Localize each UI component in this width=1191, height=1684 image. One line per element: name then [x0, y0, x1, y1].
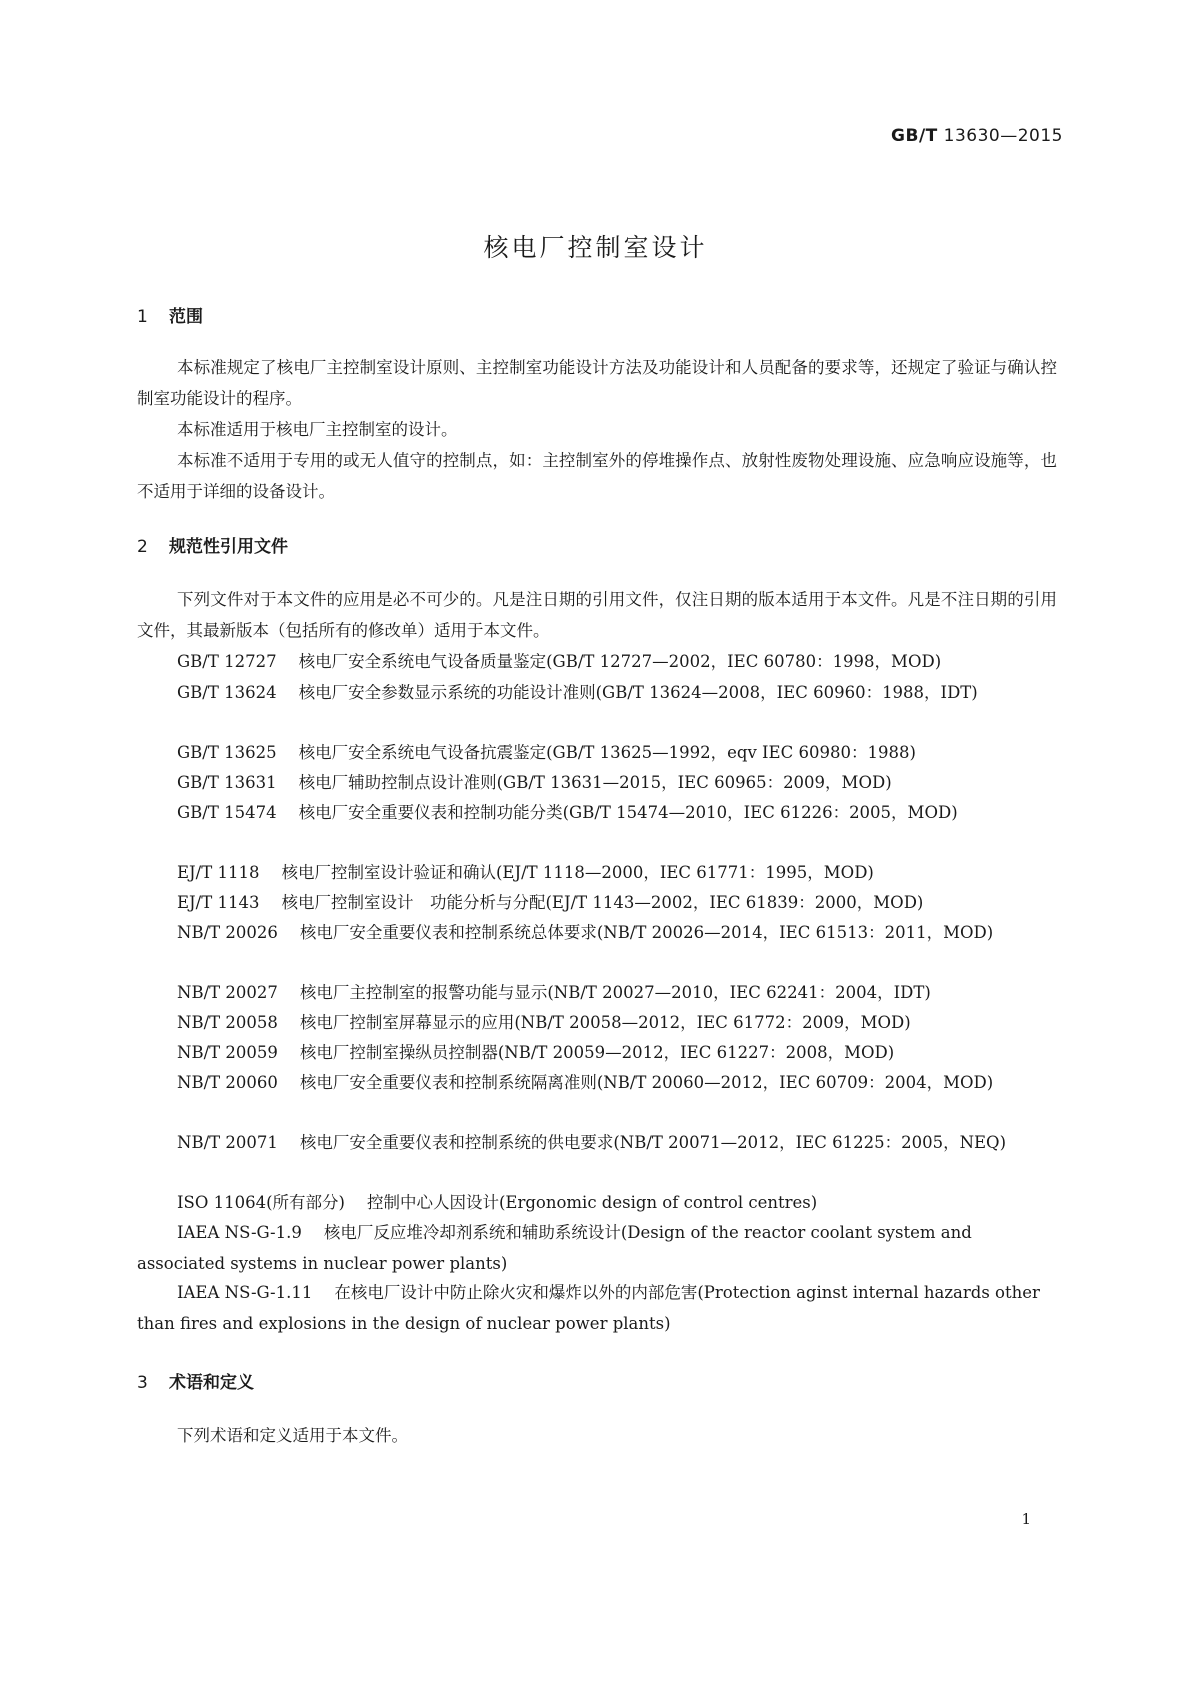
reference-code: NB/T 20071 [177, 1133, 278, 1152]
reference-code: NB/T 20026 [177, 923, 278, 942]
reference-entry [137, 917, 1057, 948]
reference-text: 核电厂安全重要仪表和控制系统的供电要求(NB/T 20071—2012，IEC 61225：2005，NEQ) [299, 1133, 1007, 1152]
reference-code: ISO 11064(所有部分) [177, 1193, 345, 1212]
terms-intro: 下列术语和定义适用于本文件。 [177, 1426, 408, 1445]
reference-code: GB/T 12727 [177, 652, 277, 671]
reference-entry [137, 677, 1057, 708]
reference-code: NB/T 20059 [177, 1043, 278, 1062]
section-title: 范围 [169, 307, 203, 327]
section-number: 3 [137, 1373, 148, 1393]
section-title: 规范性引用文件 [169, 537, 288, 557]
document-title: 核电厂控制室设计 [483, 233, 708, 262]
reference-text: 核电厂主控制室的报警功能与显示(NB/T 20027—2010，IEC 62241：2004，IDT) [299, 983, 931, 1002]
reference-code: IAEA NS-G-1.11 [177, 1283, 313, 1302]
scope-paragraph: 本标准适用于核电厂主控制室的设计。 [177, 420, 458, 439]
reference-text: 核电厂安全重要仪表和控制系统总体要求(NB/T 20026—2014，IEC 61513：2011，MOD) [299, 923, 994, 942]
reference-text: 核电厂控制室操纵员控制器(NB/T 20059—2012，IEC 61227：2008，MOD) [299, 1043, 895, 1062]
reference-text: 控制中心人因设计(Ergonomic design of control centres) [366, 1193, 818, 1212]
reference-text: 核电厂安全参数显示系统的功能设计准则(GB/T 13624—2008，IEC 60960：1988，IDT) [298, 683, 978, 702]
reference-code: GB/T 13624 [177, 683, 277, 702]
standard-code [891, 126, 1063, 146]
reference-code: NB/T 20058 [177, 1013, 278, 1032]
section-number: 1 [137, 307, 148, 327]
reference-code: NB/T 20027 [177, 983, 278, 1002]
section-heading-terms [137, 1368, 254, 1393]
reference-entry [137, 857, 1057, 888]
reference-code: NB/T 20060 [177, 1073, 278, 1092]
references-intro: 下列文件对于本文件的应用是必不可少的。凡是注日期的引用文件，仅注日期的版本适用于本文件。凡是不注日期的引用文件，其最新版本（包括所有的修改单）适用于本文件。 [137, 590, 1057, 640]
standard-prefix: GB/T [891, 126, 938, 146]
reference-text: 核电厂控制室设计验证和确认(EJ/T 1118—2000，IEC 61771：1995，MOD) [281, 863, 874, 882]
reference-entry [137, 1277, 1057, 1339]
reference-code: IAEA NS-G-1.9 [177, 1223, 302, 1242]
reference-text: 核电厂安全重要仪表和控制功能分类(GB/T 15474—2010，IEC 61226：2005，MOD) [298, 803, 958, 822]
standard-number: 13630—2015 [943, 126, 1063, 146]
section-heading-scope [137, 302, 203, 327]
scope-paragraph: 本标准规定了核电厂主控制室设计原则、主控制室功能设计方法及功能设计和人员配备的要求等，还规定了验证与确认控制室功能设计的程序。 [137, 358, 1057, 408]
reference-text: 核电厂控制室屏幕显示的应用(NB/T 20058—2012，IEC 61772：2009，MOD) [299, 1013, 911, 1032]
reference-code: EJ/T 1118 [177, 863, 260, 882]
reference-text: 核电厂反应堆冷却剂系统和辅助系统设计(Design of the reactor coolant system and associated systems in nuclear power plants) [137, 1223, 972, 1273]
reference-code: EJ/T 1143 [177, 893, 260, 912]
reference-text: 在核电厂设计中防止除火灾和爆炸以外的内部危害(Protection aginst internal hazards other than fires and explosions in the design of nuclear power plants) [137, 1283, 1040, 1333]
reference-code: GB/T 15474 [177, 803, 277, 822]
reference-entry [137, 1127, 1057, 1158]
reference-entry [137, 797, 1057, 828]
reference-text: 核电厂安全系统电气设备质量鉴定(GB/T 12727—2002，IEC 60780：1998，MOD) [298, 652, 942, 671]
reference-code: GB/T 13625 [177, 743, 277, 762]
reference-entry [137, 1037, 1057, 1068]
page-number: 1 [1021, 1510, 1031, 1528]
reference-entry [137, 977, 1057, 1008]
section-heading-normative-references [137, 532, 288, 557]
reference-entry [137, 1007, 1057, 1038]
reference-code: GB/T 13631 [177, 773, 277, 792]
section-title: 术语和定义 [169, 1373, 254, 1393]
reference-entry [137, 887, 1057, 918]
reference-entry [137, 737, 1057, 768]
reference-text: 核电厂安全系统电气设备抗震鉴定(GB/T 13625—1992，eqv IEC 60980：1988) [298, 743, 916, 762]
reference-text: 核电厂辅助控制点设计准则(GB/T 13631—2015，IEC 60965：2009，MOD) [298, 773, 892, 792]
reference-entry [137, 1067, 1057, 1098]
reference-entry [137, 767, 1057, 798]
reference-entry [137, 646, 1057, 677]
reference-text: 核电厂安全重要仪表和控制系统隔离准则(NB/T 20060—2012，IEC 60709：2004，MOD) [299, 1073, 994, 1092]
reference-text: 核电厂控制室设计 功能分析与分配(EJ/T 1143—2002，IEC 61839：2000，MOD) [281, 893, 924, 912]
scope-paragraph: 本标准不适用于专用的或无人值守的控制点，如：主控制室外的停堆操作点、放射性废物处理设施、应急响应设施等，也不适用于详细的设备设计。 [137, 451, 1057, 501]
reference-entry [137, 1217, 1057, 1279]
section-number: 2 [137, 537, 148, 557]
reference-entry [137, 1187, 1057, 1218]
